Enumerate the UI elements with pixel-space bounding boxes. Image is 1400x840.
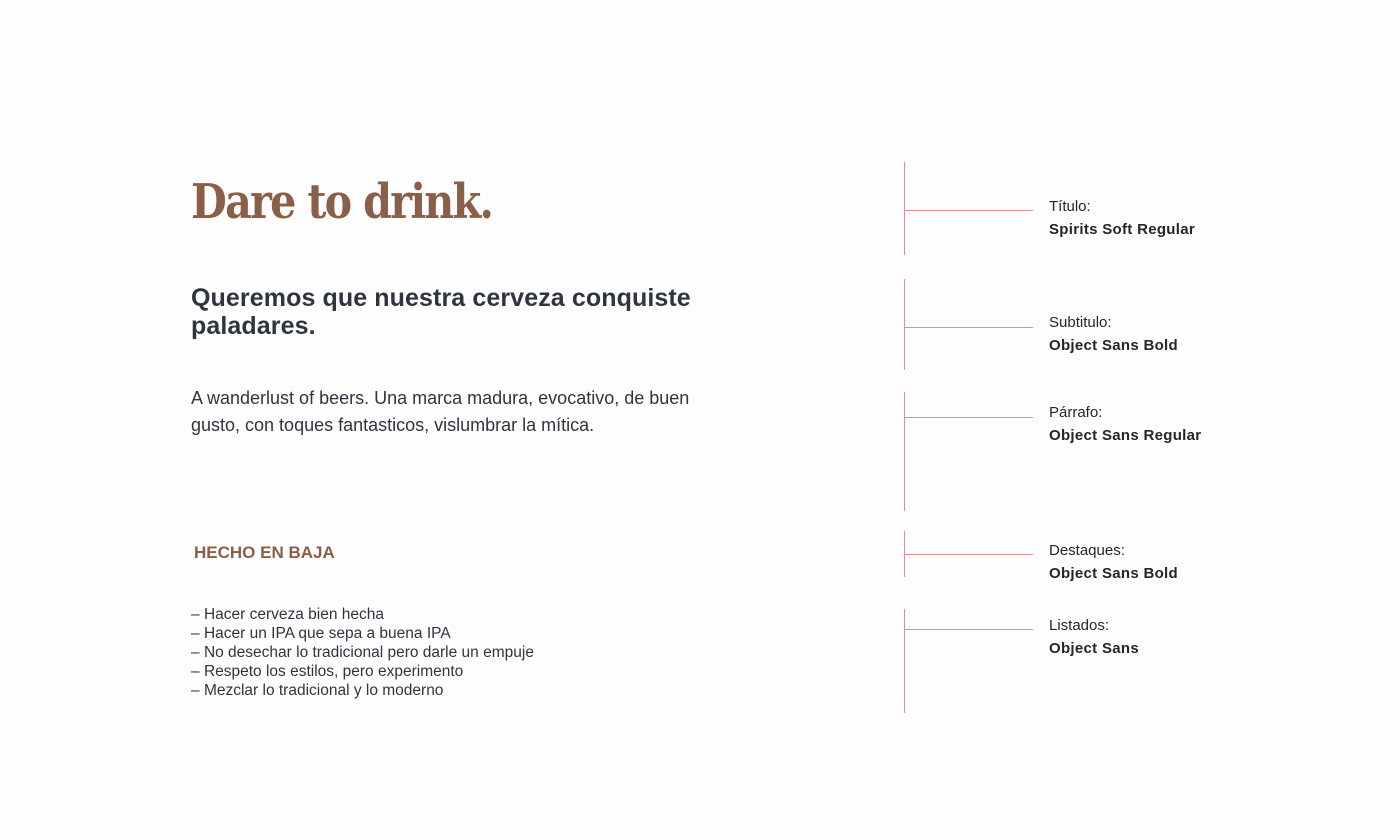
annotation-paragraph bbox=[1049, 401, 1201, 447]
guide-vertical-line-title bbox=[904, 162, 905, 255]
highlight-specimen: HECHO EN BAJA bbox=[194, 543, 335, 562]
list-item: – No desechar lo tradicional pero darle un empuje bbox=[191, 643, 534, 662]
list-item: – Respeto los estilos, pero experimento bbox=[191, 662, 534, 681]
guide-vertical-line-list bbox=[904, 609, 905, 713]
annotation-font-name: Object Sans bbox=[1049, 640, 1139, 657]
guide-horizontal-line-paragraph bbox=[905, 417, 1033, 418]
list-item: – Mezclar lo tradicional y lo moderno bbox=[191, 681, 534, 700]
annotation-font-name: Spirits Soft Regular bbox=[1049, 221, 1196, 238]
annotation-title bbox=[1049, 195, 1195, 241]
list-item: – Hacer cerveza bien hecha bbox=[191, 605, 534, 624]
annotation-label: Subtitulo: bbox=[1049, 314, 1112, 331]
list-item: – Hacer un IPA que sepa a buena IPA bbox=[191, 624, 534, 643]
title-specimen: Dare to drink. bbox=[191, 174, 493, 230]
subtitle-specimen: Queremos que nuestra cerveza conquiste paladares. bbox=[191, 284, 691, 340]
annotation-font-name: Object Sans Bold bbox=[1049, 565, 1178, 582]
guide-horizontal-line-list bbox=[905, 629, 1033, 630]
annotation-label: Listados: bbox=[1049, 617, 1110, 634]
guide-horizontal-line-highlight bbox=[905, 554, 1033, 555]
annotation-label: Destaques: bbox=[1049, 542, 1125, 559]
annotation-list bbox=[1049, 614, 1139, 660]
annotation-label: Párrafo: bbox=[1049, 404, 1103, 421]
guide-horizontal-line-subtitle bbox=[905, 327, 1033, 328]
annotation-font-name: Object Sans Regular bbox=[1049, 427, 1202, 444]
guide-vertical-line-paragraph bbox=[904, 392, 905, 511]
annotation-label: Título: bbox=[1049, 198, 1091, 215]
guide-vertical-line-subtitle bbox=[904, 279, 905, 370]
annotation-subtitle bbox=[1049, 311, 1178, 357]
annotation-highlight bbox=[1049, 539, 1178, 585]
list-specimen bbox=[191, 605, 534, 700]
annotation-font-name: Object Sans Bold bbox=[1049, 337, 1178, 354]
guide-horizontal-line-title bbox=[905, 210, 1033, 211]
paragraph-specimen: A wanderlust of beers. Una marca madura, evocativo, de buen gusto, con toques fantasticos, vislumbrar la mítica. bbox=[191, 388, 690, 435]
